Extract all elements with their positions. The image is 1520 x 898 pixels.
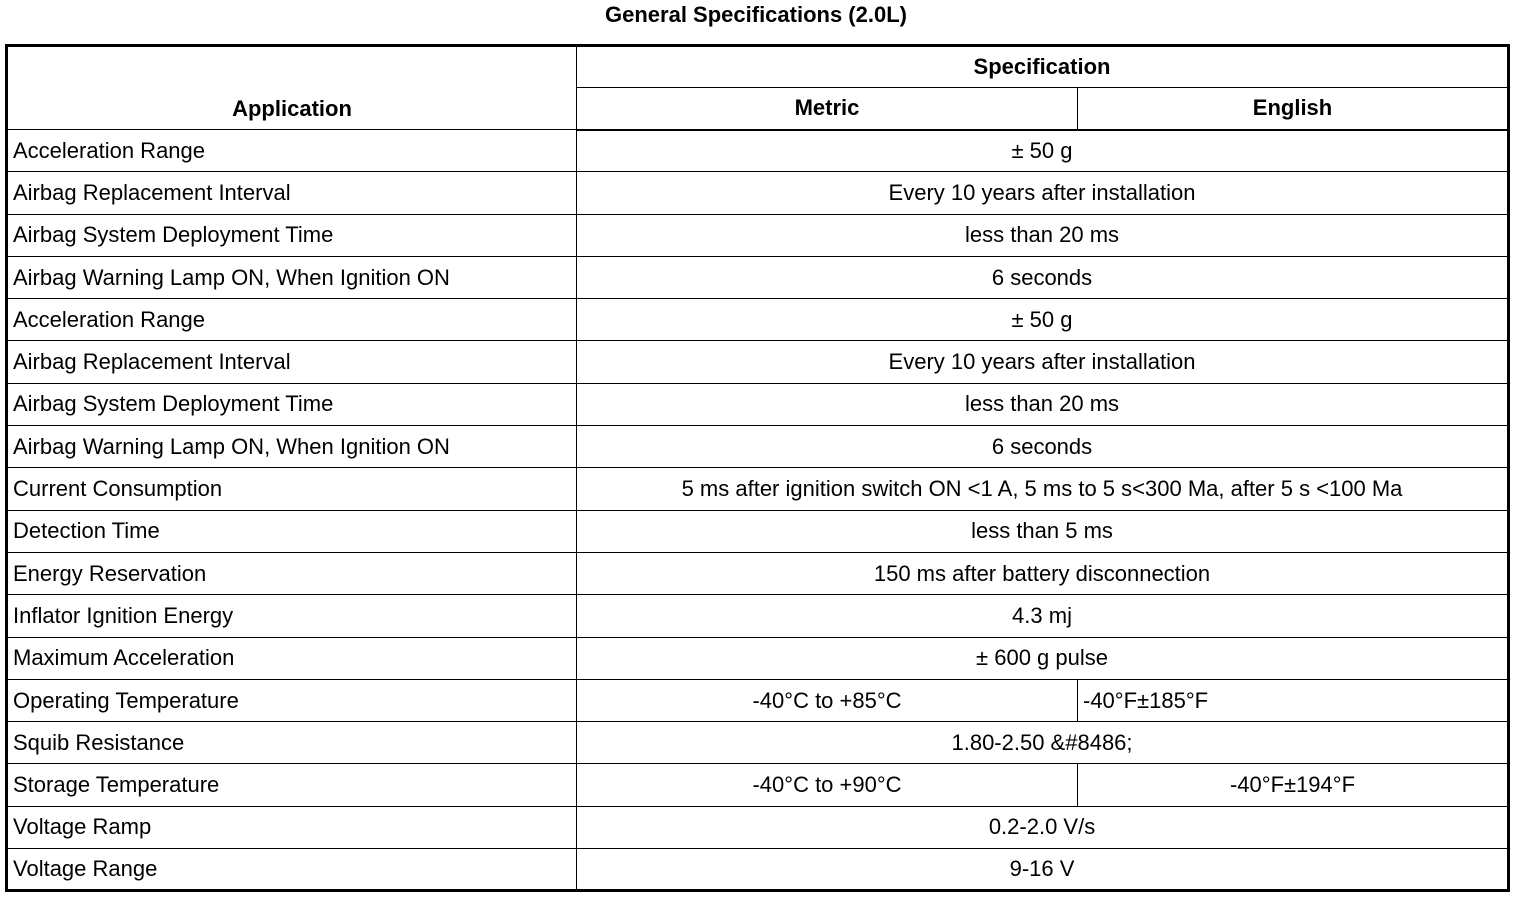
spec-value-cell: ± 600 g pulse (577, 637, 1509, 679)
application-cell: Airbag System Deployment Time (7, 383, 577, 425)
table-row (7, 214, 1509, 256)
table-row (7, 256, 1509, 298)
table-row (7, 806, 1509, 848)
application-cell: Voltage Ramp (7, 806, 577, 848)
spec-value-cell: 4.3 mj (577, 595, 1509, 637)
spec-value-cell: less than 20 ms (577, 383, 1509, 425)
application-cell: Energy Reservation (7, 552, 577, 594)
application-cell: Inflator Ignition Energy (7, 595, 577, 637)
english-value-cell: -40°F±185°F (1078, 679, 1509, 721)
table-row (7, 426, 1509, 468)
header-row-top (7, 46, 1509, 88)
table-row (7, 468, 1509, 510)
spec-value-cell: Every 10 years after installation (577, 341, 1509, 383)
english-value-cell: -40°F±194°F (1078, 764, 1509, 806)
table-row (7, 341, 1509, 383)
table-row (7, 595, 1509, 637)
spec-value-cell: 0.2-2.0 V/s (577, 806, 1509, 848)
spec-value-cell: Every 10 years after installation (577, 172, 1509, 214)
spec-value-cell: 150 ms after battery disconnection (577, 552, 1509, 594)
table-row (7, 637, 1509, 679)
spec-value-cell: ± 50 g (577, 130, 1509, 172)
table-row (7, 383, 1509, 425)
spec-value-cell: less than 20 ms (577, 214, 1509, 256)
application-cell: Airbag Replacement Interval (7, 172, 577, 214)
table-row (7, 299, 1509, 341)
application-cell: Airbag Warning Lamp ON, When Ignition ON (7, 256, 577, 298)
application-cell: Airbag Warning Lamp ON, When Ignition ON (7, 426, 577, 468)
spec-value-cell: 5 ms after ignition switch ON <1 A, 5 ms to 5 s<300 Ma, after 5 s <100 Ma (577, 468, 1509, 510)
header-specification: Specification (577, 46, 1509, 88)
application-cell: Acceleration Range (7, 130, 577, 172)
application-cell: Current Consumption (7, 468, 577, 510)
application-cell: Operating Temperature (7, 679, 577, 721)
application-cell: Airbag Replacement Interval (7, 341, 577, 383)
metric-value-cell: -40°C to +90°C (577, 764, 1078, 806)
table-row (7, 722, 1509, 764)
application-cell: Voltage Range (7, 849, 577, 891)
metric-value-cell: -40°C to +85°C (577, 679, 1078, 721)
header-metric: Metric (577, 88, 1078, 130)
table-row (7, 849, 1509, 891)
spec-value-cell: ± 50 g (577, 299, 1509, 341)
header-application: Application (7, 46, 577, 130)
application-cell: Acceleration Range (7, 299, 577, 341)
header-english: English (1078, 88, 1509, 130)
document-title: General Specifications (2.0L) (605, 2, 907, 27)
application-cell: Maximum Acceleration (7, 637, 577, 679)
table-row (7, 552, 1509, 594)
table-row (7, 172, 1509, 214)
spec-value-cell: 9-16 V (577, 849, 1509, 891)
spec-value-cell: 6 seconds (577, 256, 1509, 298)
table-row (7, 130, 1509, 172)
table-row (7, 764, 1509, 806)
application-cell: Airbag System Deployment Time (7, 214, 577, 256)
application-cell: Detection Time (7, 510, 577, 552)
specifications-table (5, 44, 1510, 892)
application-cell: Storage Temperature (7, 764, 577, 806)
spec-value-cell: 6 seconds (577, 426, 1509, 468)
spec-value-cell: less than 5 ms (577, 510, 1509, 552)
spec-value-cell: 1.80-2.50 &#8486; (577, 722, 1509, 764)
application-cell: Squib Resistance (7, 722, 577, 764)
specifications-body (7, 130, 1509, 891)
table-row (7, 510, 1509, 552)
table-row (7, 679, 1509, 721)
